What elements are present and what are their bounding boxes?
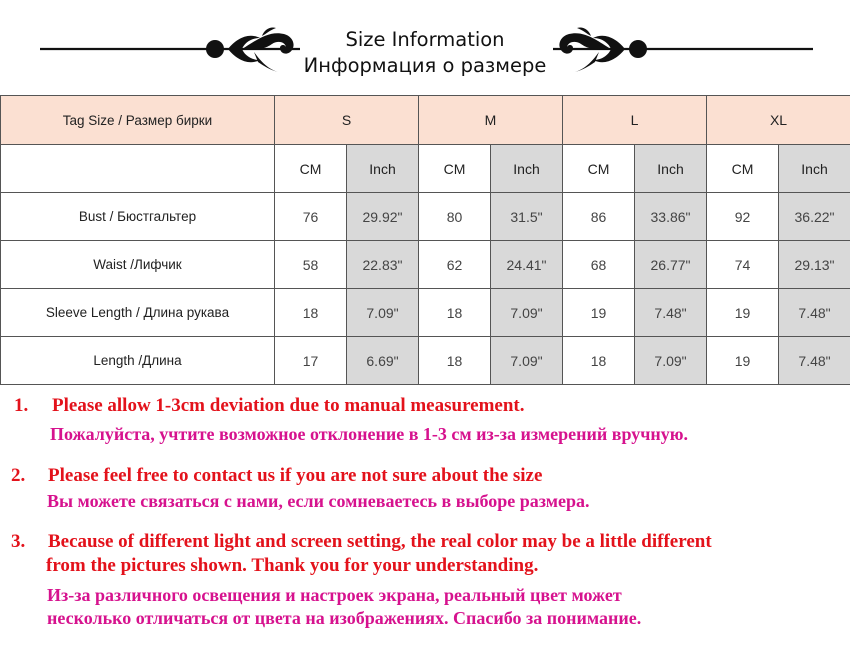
size-xl-header: XL [707, 96, 850, 145]
unit-cm-xl: CM [707, 145, 779, 193]
size-s-header: S [275, 96, 419, 145]
size-m-header: M [419, 96, 563, 145]
right-flourish-ornament-icon [553, 22, 813, 82]
note-3-english-line-1: Because of different light and screen setting, the real color may be a little different [48, 531, 712, 552]
note-2-russian: Вы можете связаться с нами, если сомневаетесь в выборе размера. [47, 491, 590, 511]
unit-header-row [1, 145, 850, 193]
cell-value: 62 [419, 241, 491, 289]
cell-value: 26.77" [635, 241, 707, 289]
note-3-russian-line-2: несколько отличаться от цвета на изображениях. Спасибо за понимание. [47, 608, 642, 628]
left-flourish-ornament-icon [40, 22, 300, 82]
cell-value: 18 [563, 337, 635, 385]
table-row-bust [1, 193, 850, 241]
note-2-number: 2. [11, 465, 26, 486]
title-russian: Информация о размере [303, 54, 547, 77]
unit-cm-s: CM [275, 145, 347, 193]
cell-value: 22.83" [347, 241, 419, 289]
cell-value: 24.41" [491, 241, 563, 289]
cell-value: 58 [275, 241, 347, 289]
cell-value: 7.48" [779, 289, 850, 337]
cell-value: 6.69" [347, 337, 419, 385]
cell-value: 7.09" [347, 289, 419, 337]
unit-inch-l: Inch [635, 145, 707, 193]
cell-value: 18 [419, 289, 491, 337]
size-l-header: L [563, 96, 707, 145]
cell-value: 17 [275, 337, 347, 385]
cell-value: 7.48" [779, 337, 850, 385]
unit-row-empty-cell [1, 145, 275, 193]
cell-value: 33.86" [635, 193, 707, 241]
table-row-length [1, 337, 850, 385]
note-3-russian-line-1: Из-за различного освещения и настроек экрана, реальный цвет может [47, 585, 622, 605]
cell-value: 7.48" [635, 289, 707, 337]
cell-value: 18 [419, 337, 491, 385]
title-block [290, 27, 560, 79]
cell-value: 7.09" [635, 337, 707, 385]
note-3-number: 3. [11, 531, 26, 552]
cell-value: 19 [707, 289, 779, 337]
row-label-length: Length /Длина [1, 337, 275, 385]
cell-value: 74 [707, 241, 779, 289]
cell-value: 86 [563, 193, 635, 241]
row-label-waist: Waist /Лифчик [1, 241, 275, 289]
cell-value: 76 [275, 193, 347, 241]
unit-inch-m: Inch [491, 145, 563, 193]
note-2-english: Please feel free to contact us if you are not sure about the size [48, 465, 543, 486]
cell-value: 29.92" [347, 193, 419, 241]
cell-value: 29.13" [779, 241, 850, 289]
unit-cm-l: CM [563, 145, 635, 193]
size-table [0, 95, 850, 385]
cell-value: 31.5" [491, 193, 563, 241]
note-1-english: Please allow 1-3cm deviation due to manual measurement. [52, 395, 525, 416]
row-label-bust: Bust / Бюстгальтер [1, 193, 275, 241]
tag-size-label: Tag Size / Размер бирки [1, 96, 275, 145]
cell-value: 7.09" [491, 337, 563, 385]
cell-value: 68 [563, 241, 635, 289]
note-1-russian: Пожалуйста, учтите возможное отклонение в 1-3 см из-за измерений вручную. [50, 424, 688, 444]
table-row-waist [1, 241, 850, 289]
table-row-sleeve-length [1, 289, 850, 337]
note-1-number: 1. [14, 395, 29, 416]
cell-value: 18 [275, 289, 347, 337]
cell-value: 19 [707, 337, 779, 385]
cell-value: 19 [563, 289, 635, 337]
unit-inch-xl: Inch [779, 145, 850, 193]
unit-cm-m: CM [419, 145, 491, 193]
row-label-sleeve-length: Sleeve Length / Длина рукава [1, 289, 275, 337]
note-3-english-line-2: from the pictures shown. Thank you for your understanding. [46, 555, 539, 576]
title-english: Size Information [345, 28, 505, 51]
cell-value: 36.22" [779, 193, 850, 241]
size-header-row [1, 96, 850, 145]
unit-inch-s: Inch [347, 145, 419, 193]
header [0, 22, 850, 82]
cell-value: 80 [419, 193, 491, 241]
cell-value: 7.09" [491, 289, 563, 337]
cell-value: 92 [707, 193, 779, 241]
